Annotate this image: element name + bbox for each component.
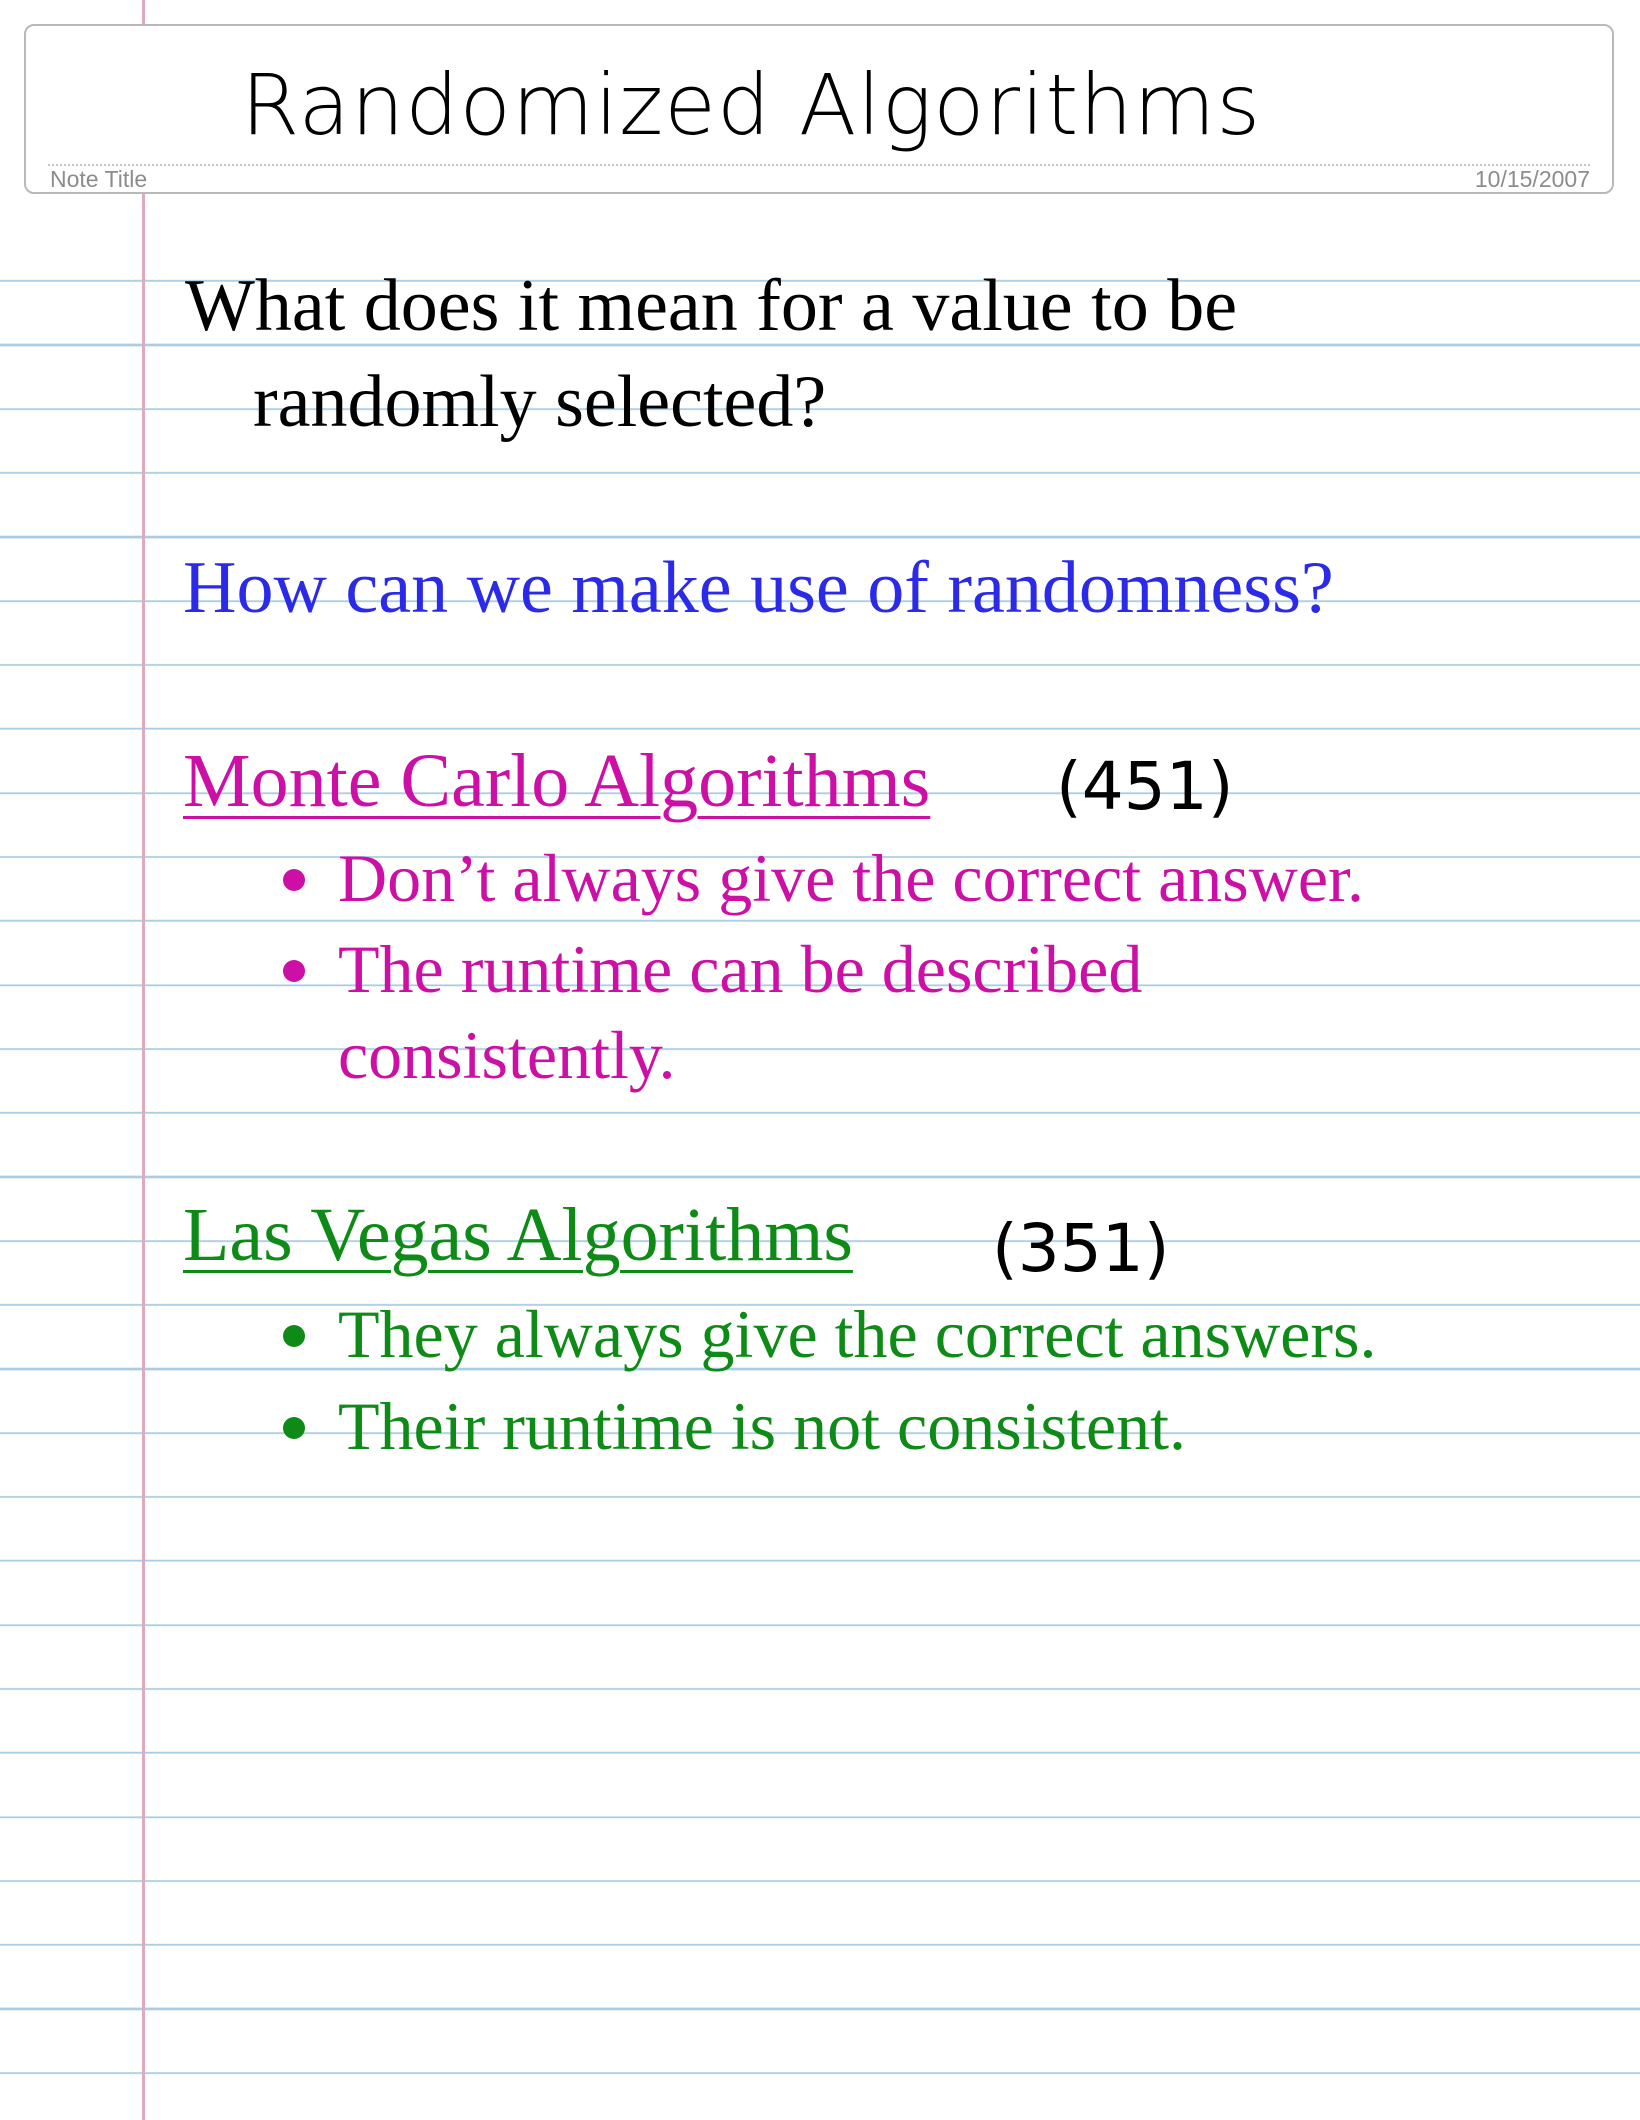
handwritten-title: Randomized Algorithms <box>241 56 1262 154</box>
margin-line <box>142 0 145 2120</box>
bullet-icon <box>283 960 305 982</box>
bullet-icon <box>283 1417 305 1439</box>
question-randomly-selected-line1: What does it mean for a value to be <box>185 265 1238 347</box>
monte-carlo-course-note: (451) <box>1056 748 1234 825</box>
monte-carlo-bullet-2: The runtime can be described <box>338 931 1143 1007</box>
question-use-of-randomness: How can we make use of randomness? <box>183 547 1334 629</box>
title-box <box>24 24 1614 194</box>
title-divider <box>48 164 1590 166</box>
las-vegas-heading: Las Vegas Algorithms <box>183 1193 853 1277</box>
las-vegas-bullet-2: Their runtime is not consistent. <box>338 1388 1186 1464</box>
las-vegas-bullet-1: They always give the correct answers. <box>338 1296 1377 1372</box>
monte-carlo-heading: Monte Carlo Algorithms <box>183 739 931 823</box>
note-title-label[interactable]: Note Title <box>50 166 148 192</box>
question-randomly-selected-line2: randomly selected? <box>253 361 827 443</box>
bullet-icon <box>283 1325 305 1347</box>
bullet-icon <box>283 869 305 891</box>
monte-carlo-bullet-1: Don’t always give the correct answer. <box>338 840 1364 916</box>
las-vegas-course-note: (351) <box>992 1210 1170 1287</box>
monte-carlo-bullet-2-continued: consistently. <box>338 1017 676 1093</box>
note-date: 10/15/2007 <box>1474 166 1590 192</box>
